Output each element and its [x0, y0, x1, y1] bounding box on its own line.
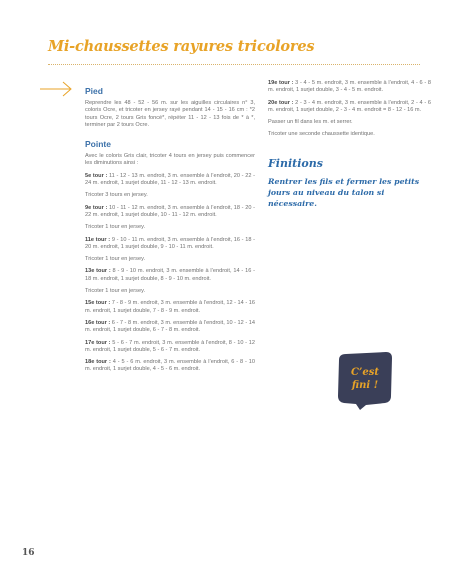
- page-number: 16: [22, 548, 35, 558]
- round-text: 3 - 4 - 5 m. endroit, 3 m. ensemble à l’endroit, 4 - 6 - 8 m. endroit, 1 surjet double, 3 - 4 - 5 m. endroit.: [268, 80, 431, 94]
- round-label: 13e tour :: [85, 268, 111, 275]
- left-column: [85, 86, 255, 379]
- badge-line-2: fini !: [351, 380, 379, 391]
- round-text: 4 - 5 - 6 m. endroit, 3 m. ensemble à l’endroit, 6 - 8 - 10 m. endroit, 1 surjet double, 4 - 5 - 6 m. endroit.: [85, 359, 255, 373]
- pied-text: Reprendre les 48 - 52 - 56 m. sur les aiguilles circulaires n° 3, coloris Ocre, et tricoter en jersey rayé pendant 14 - 15 - 16 cm : *2 tours Ocre, 2 tours Gris foncé*, répéter 11 - 12 - 13 fois de * à *, terminer par 2 tours Ocre.: [85, 100, 255, 128]
- right-column: [268, 80, 431, 209]
- round-text: 8 - 9 - 10 m. endroit, 3 m. ensemble à l’endroit, 14 - 16 - 18 m. endroit, 1 surjet double, 8 - 9 - 10 m. endroit.: [85, 268, 255, 282]
- round-text: 6 - 7 - 8 m. endroit, 3 m. ensemble à l’endroit, 10 - 12 - 14 m. endroit, 1 surjet double, 6 - 7 - 8 m. endroit.: [85, 319, 255, 334]
- done-badge: [336, 350, 394, 410]
- badge-line-1: C’est: [350, 367, 380, 378]
- round-label: 18e tour :: [85, 359, 111, 366]
- arrow-right-icon: [40, 80, 74, 98]
- round-instruction: [85, 268, 255, 283]
- section-heading-pied: Pied: [85, 86, 103, 96]
- section-heading-pointe: Pointe: [85, 139, 111, 150]
- round-label: 11e tour :: [85, 236, 111, 243]
- round-label: 17e tour :: [85, 339, 111, 346]
- round-instruction: [268, 100, 431, 115]
- round-label: 9e tour :: [85, 204, 108, 211]
- round-instruction: [85, 205, 255, 220]
- round-text: 9 - 10 - 11 m. endroit, 3 m. ensemble à l’endroit, 16 - 18 - 20 m. endroit, 1 surjet double, 9 - 10 - 11 m. endroit.: [85, 236, 255, 250]
- round-instruction: [85, 359, 255, 374]
- round-label: 16e tour :: [85, 319, 111, 326]
- finishing-note: Tricoter une seconde chaussette identique.: [268, 131, 375, 138]
- round-instruction: [85, 340, 255, 355]
- finishing-note: Passer un fil dans les m. et serrer.: [268, 119, 353, 126]
- round-text: 7 - 8 - 9 m. endroit, 3 m. ensemble à l’endroit, 12 - 14 - 16 m. endroit, 1 surjet double, 7 - 8 - 9 m. endroit.: [85, 300, 255, 314]
- plain-rounds-note: Tricoter 1 tour en jersey.: [85, 288, 145, 295]
- round-instruction: [85, 237, 255, 252]
- round-text: 11 - 12 - 13 m. endroit, 3 m. ensemble à l’endroit, 20 - 22 - 24 m. endroit, 1 surjet double, 11 - 12 - 13 m. endroit.: [85, 172, 255, 187]
- title-divider: [48, 64, 420, 65]
- finitions-text: Rentrer les fils et fermer les petits jours au niveau du talon si nécessaire.: [268, 176, 420, 208]
- round-text: 2 - 3 - 4 m. endroit, 3 m. ensemble à l’endroit, 2 - 4 - 6 m. endroit, 1 surjet double, 2 - 3 - 4 m. endroit = 8 - 12 - 16 m.: [268, 99, 431, 113]
- round-instruction: [85, 320, 255, 335]
- finitions-heading: Finitions: [268, 156, 323, 170]
- round-text: 5 - 6 - 7 m. endroit, 3 m. ensemble à l’endroit, 8 - 10 - 12 m. endroit, 1 surjet double, 5 - 6 - 7 m. endroit.: [85, 339, 255, 353]
- round-instruction: [85, 173, 255, 188]
- round-instruction: [268, 80, 431, 95]
- page-title: Mi-chaussettes rayures tricolores: [48, 38, 315, 55]
- plain-rounds-note: Tricoter 1 tour en jersey.: [85, 256, 145, 263]
- plain-rounds-note: Tricoter 1 tour en jersey.: [85, 224, 145, 231]
- round-label: 5e tour :: [85, 172, 108, 179]
- round-label: 15e tour :: [85, 300, 111, 307]
- round-text: 10 - 11 - 12 m. endroit, 3 m. ensemble à l’endroit, 18 - 20 - 22 m. endroit, 1 surjet double, 10 - 11 - 12 m. endroit.: [85, 204, 255, 218]
- plain-rounds-note: Tricoter 3 tours en jersey.: [85, 192, 148, 199]
- round-label: 19e tour :: [268, 80, 294, 86]
- round-label: 20e tour :: [268, 99, 294, 106]
- pointe-intro: Avec le coloris Gris clair, tricoter 4 tours en jersey puis commencer les diminutions ainsi :: [85, 153, 255, 167]
- round-instruction: [85, 300, 255, 315]
